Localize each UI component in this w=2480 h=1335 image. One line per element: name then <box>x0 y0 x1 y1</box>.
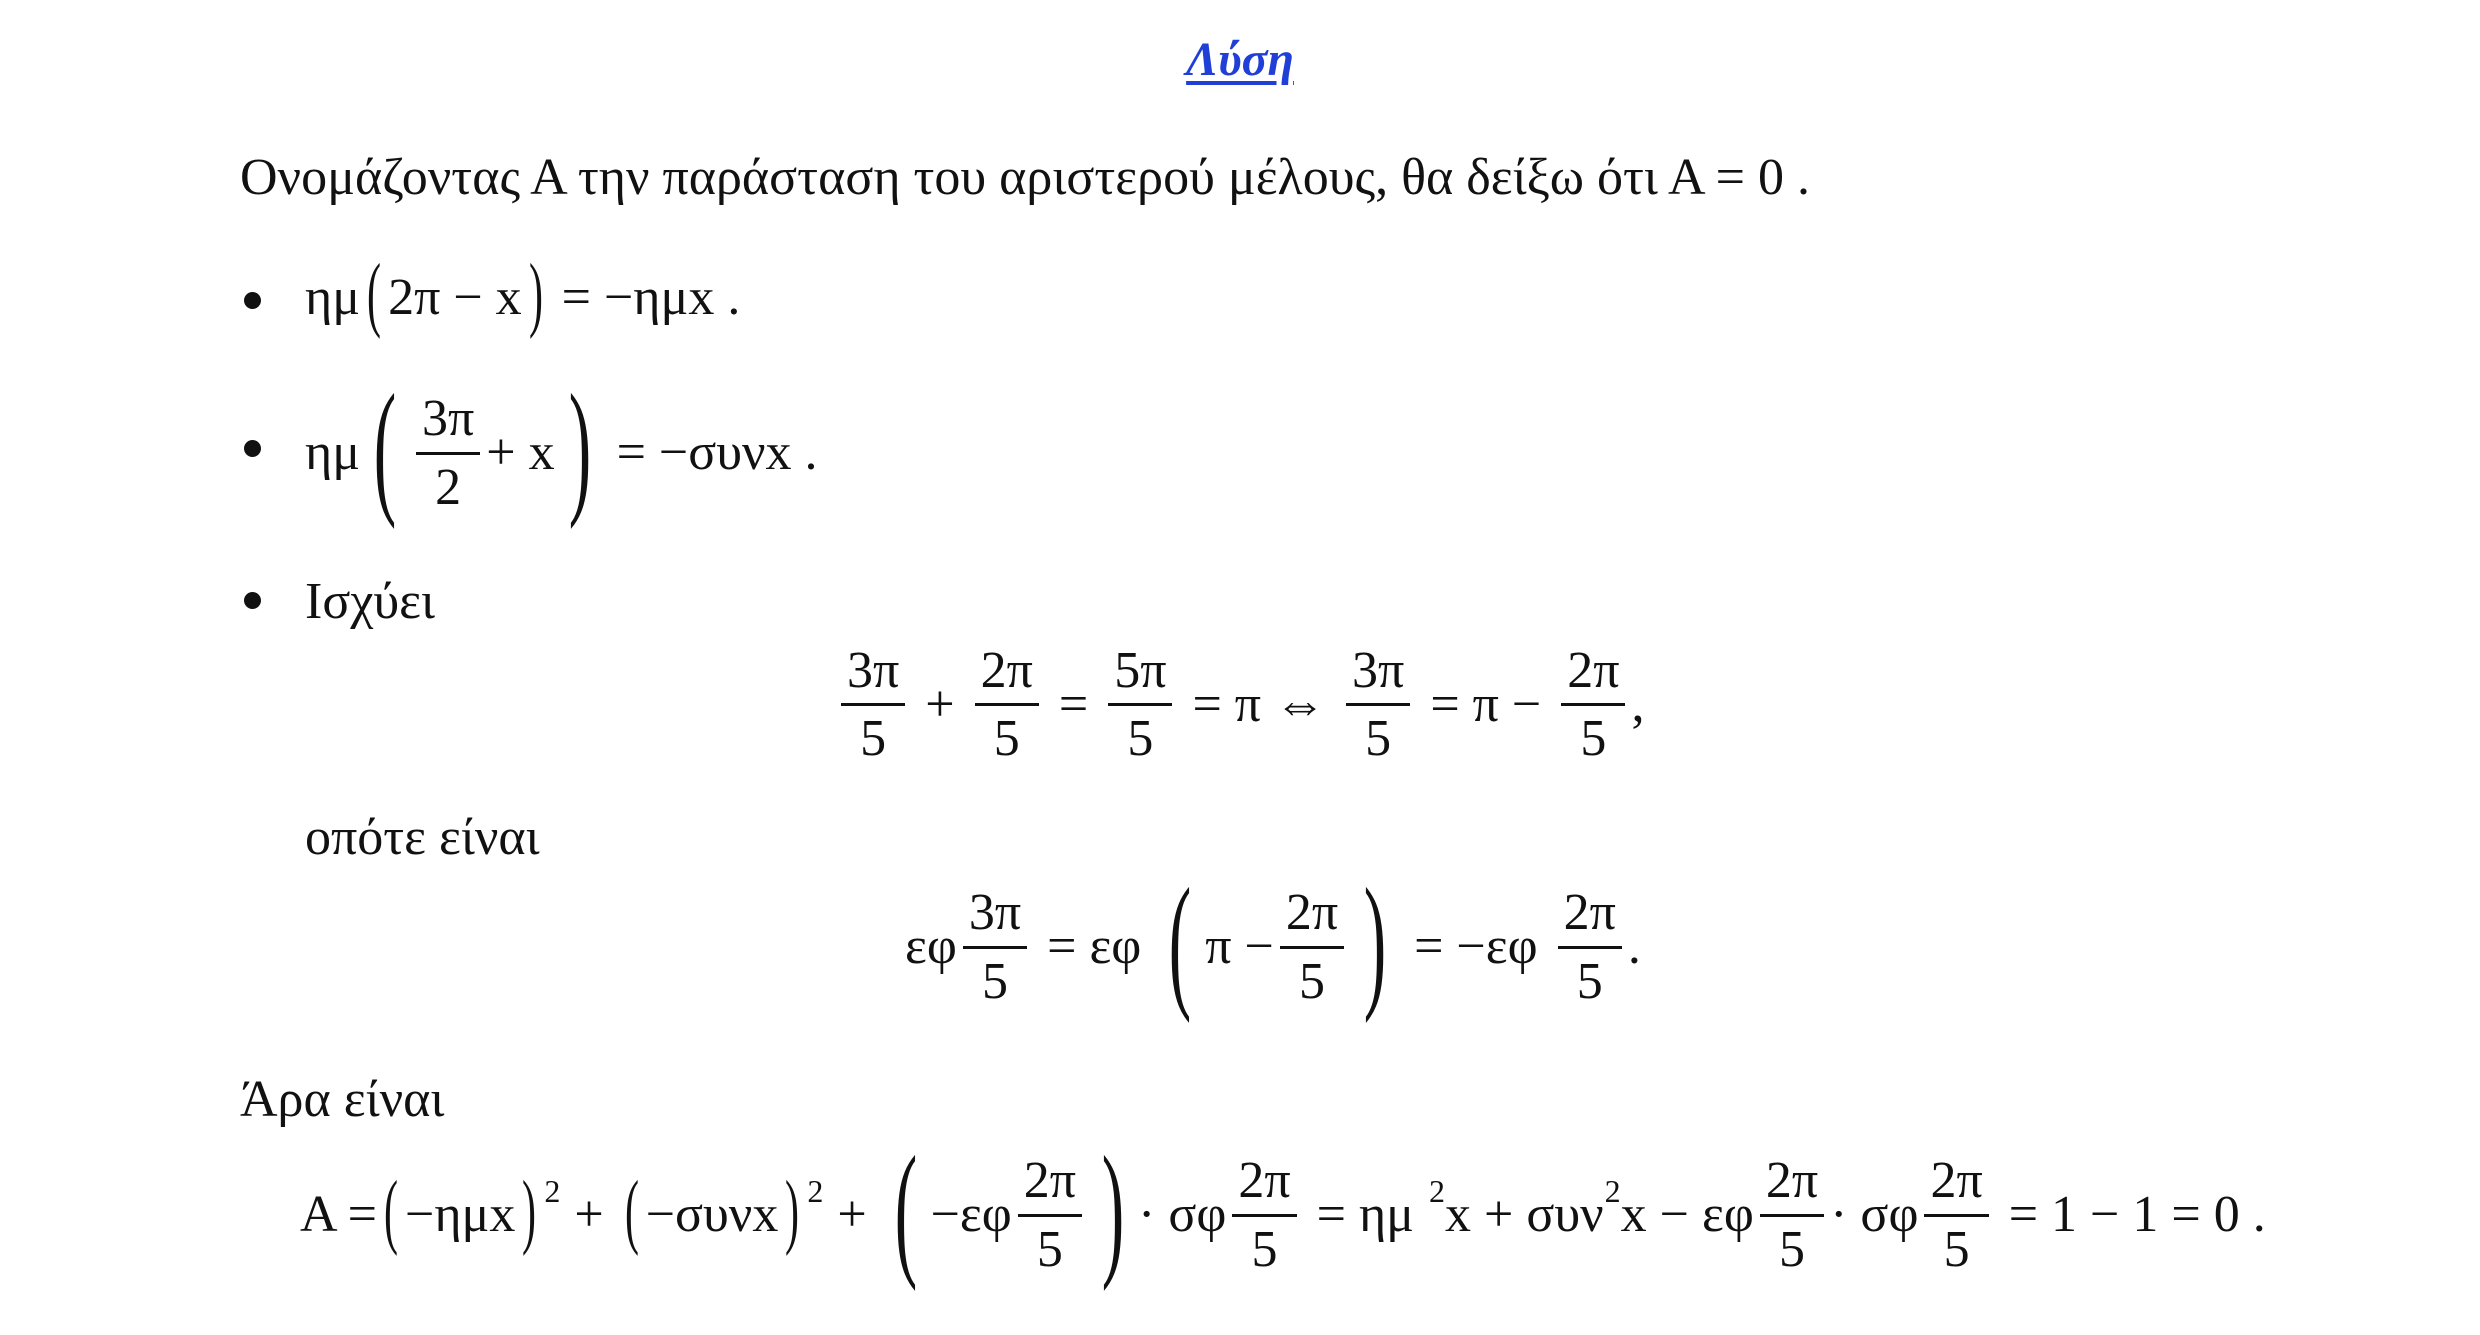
fraction: $\frac{5\pi}{5}$ <box>1108 642 1172 767</box>
ara-text: Άρα είναι <box>240 1071 445 1128</box>
x-plus-cos: x + συν <box>1445 1186 1604 1243</box>
fraction: $\frac{2\pi}{5}$ <box>1280 884 1344 1009</box>
bullet-1-dot <box>244 292 261 309</box>
x-minus-tan: x − εφ <box>1620 1186 1754 1243</box>
dot-cot: · σφ <box>1138 1186 1227 1243</box>
fraction <box>416 390 480 515</box>
bullet-2-dot <box>244 440 261 457</box>
bullet-1-rhs: = −ημx . <box>561 269 741 326</box>
equivalence: = π ⇔ <box>1192 675 1327 733</box>
opote-text: οπότε είναι <box>305 809 540 866</box>
plus-sign: + <box>837 1186 867 1243</box>
numerator: 3π <box>422 390 475 448</box>
plus-sign: + <box>925 675 955 733</box>
bullet-1-equation <box>305 247 741 340</box>
comma: , <box>1631 675 1645 733</box>
exponent: 2 <box>1429 1173 1446 1209</box>
bullet-3-label: Ισχύει <box>305 573 435 630</box>
left-paren: ( <box>367 247 382 340</box>
intro-text: Ονομάζοντας Α την παράσταση του αριστερού μέλους, θα δείξω ότι Α = 0 . <box>240 149 1811 206</box>
fraction: $\frac{2\pi}{5}$ <box>1561 642 1625 767</box>
left-paren: ( <box>384 1164 399 1257</box>
exponent: 2 <box>544 1173 561 1209</box>
dot-cot: · σφ <box>1830 1186 1919 1243</box>
fraction: $\frac{2\pi}{5}$ <box>1232 1152 1296 1277</box>
equals-pi-minus: = π − <box>1430 675 1542 733</box>
sin-fn: ημ <box>305 269 361 326</box>
right-paren: ) <box>1363 858 1387 1024</box>
neg-sin: −ημx <box>405 1186 516 1243</box>
equals-tan: = εφ <box>1047 918 1142 975</box>
fraction: $\frac{2\pi}{5}$ <box>1558 884 1622 1009</box>
bullet-2-equation <box>305 364 818 530</box>
a-equals: Α = <box>300 1186 378 1243</box>
fraction: $\frac{2\pi}{5}$ <box>1924 1152 1988 1277</box>
plus-sign: + <box>574 1186 604 1243</box>
fraction: $\frac{2\pi}{5}$ <box>1018 1152 1082 1277</box>
left-paren: ( <box>1169 858 1192 1024</box>
right-paren: ) <box>522 1164 537 1257</box>
solution-title[interactable]: Λύση <box>1186 33 1294 86</box>
bullet-2-rhs: = −συνx . <box>616 424 818 481</box>
neg-cos: −συνx <box>645 1186 779 1243</box>
equation-2 <box>905 858 1641 1024</box>
sin-fn: ημ <box>305 424 361 481</box>
left-paren: ( <box>624 1164 639 1257</box>
equals-sign: = <box>1058 675 1089 733</box>
fraction: $\frac{2\pi}{5}$ <box>975 642 1039 767</box>
exponent: 2 <box>1604 1173 1621 1209</box>
equals-sin: = ημ <box>1316 1186 1415 1243</box>
equals-neg-tan: = −εφ <box>1414 918 1538 975</box>
left-paren: ( <box>894 1126 917 1292</box>
right-paren: ) <box>1101 1126 1125 1292</box>
exponent: 2 <box>807 1173 824 1209</box>
equation-3 <box>300 1126 2280 1292</box>
right-paren: ) <box>528 247 543 340</box>
fraction: $\frac{3\pi}{5}$ <box>841 642 905 767</box>
final-result: = 1 − 1 = 0 . <box>2008 1186 2266 1243</box>
denominator: 2 <box>435 458 462 516</box>
equation-1 <box>835 642 1644 767</box>
bullet-3-dot <box>244 592 261 609</box>
fraction: $\frac{3\pi}{5}$ <box>1346 642 1410 767</box>
left-paren: ( <box>373 364 397 530</box>
fraction: $\frac{2\pi}{5}$ <box>1760 1152 1824 1277</box>
plus-x: + x <box>486 424 555 481</box>
tan-fn: εφ <box>905 918 957 975</box>
pi-minus: π − <box>1205 918 1274 975</box>
period: . <box>1627 918 1641 975</box>
right-paren: ) <box>785 1164 800 1257</box>
neg-tan: −εφ <box>930 1186 1012 1243</box>
right-paren: ) <box>568 364 591 530</box>
sin-arg: 2π − x <box>388 269 522 326</box>
fraction: $\frac{3\pi}{5}$ <box>963 884 1027 1009</box>
